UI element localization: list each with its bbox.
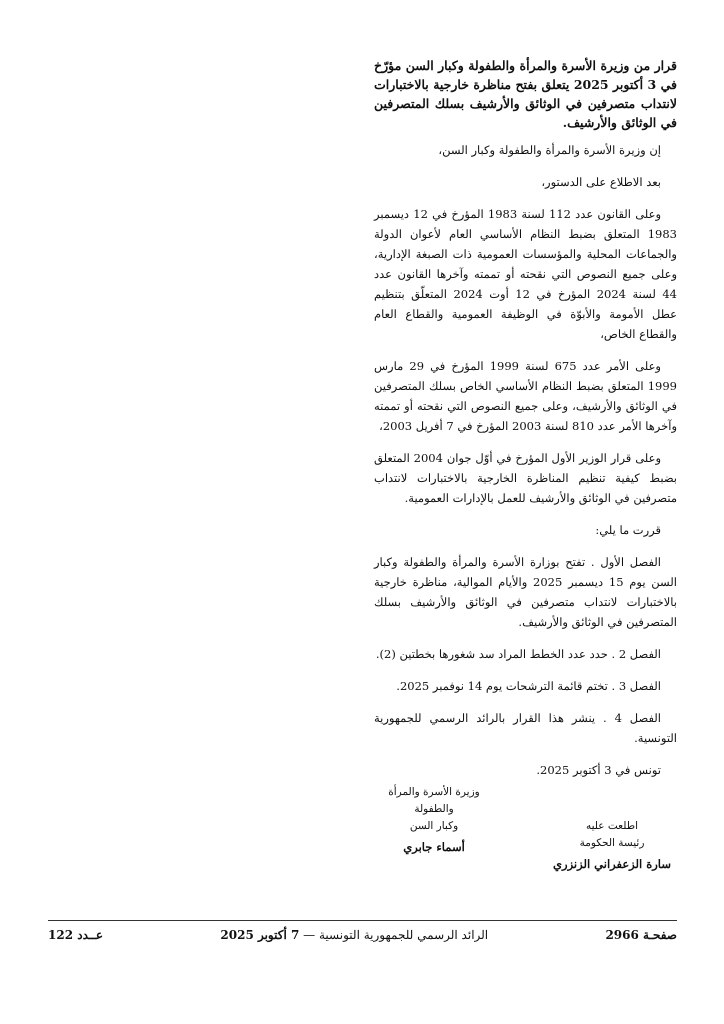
minister-title-line2: وكبار السن [409, 820, 459, 832]
paragraph-constitution: بعد الاطلاع على الدستور، [541, 175, 661, 189]
signatures [374, 784, 677, 884]
article-1: الفصل الأول . تفتح بوزارة الأسرة والمرأة والطفولة وكبار السن يوم 15 ديسمبر 2025 والأيام الموالية، مناظرة خارجية بالاختبارات لانتداب متصرفين في الوثائق والأرشيف بسلك المتصرفين في الوثائق والأرشيف. [374, 555, 677, 629]
head-of-government-title: رئيسة الحكومة [579, 837, 645, 849]
minister-name: أسماء جابري [403, 840, 465, 854]
minister-signature [374, 784, 494, 857]
article-2: الفصل 2 . حدد عدد الخطط المراد سد شغورها بخطتين (2). [375, 647, 661, 661]
footer-divider [48, 920, 677, 921]
place-date: تونس في 3 أكتوبر 2025. [536, 763, 661, 777]
seen-label: اطلعت عليه [585, 820, 638, 832]
paragraph-preamble: إن وزيرة الأسرة والمرأة والطفولة وكبار السن، [438, 143, 661, 157]
journal-reference [220, 928, 488, 942]
paragraph-law-1983: وعلى القانون عدد 112 لسنة 1983 المؤرخ في 12 ديسمبر 1983 المتعلق بضبط النظام الأساسي العام لأعوان الدولة والجماعات المحلية والمؤسسات العمومية ذات الصبغة الإدارية، وعلى جميع النصوص التي نقحته أو تممته وآخرها القانون عدد 44 لسنة 2024 المؤرخ في 12 أوت 2024 المتعلّق بتنظيم عطل الأمومة والأبوّة في الوظيفة العمومية والقطاع العام والقطاع الخاص، [374, 207, 677, 341]
issue-date: 7 أكتوبر 2025 [220, 928, 300, 942]
paragraph-pm-decision-2004: وعلى قرار الوزير الأول المؤرخ في أوّل جوان 2004 المتعلق بضبط كيفية تنظيم المناظرة الخارجية بالاختبارات لانتداب متصرفين في الوثائق والأرشيف للعمل بالإدارات العمومية. [374, 451, 677, 505]
page-number: صفحـة 2966 [605, 928, 677, 942]
journal-name: الرائد الرسمي للجمهورية التونسية — [303, 928, 489, 942]
article-3: الفصل 3 . تختم قائمة الترشحات يوم 14 نوفمبر 2025. [396, 679, 661, 693]
head-of-government-signature [547, 818, 677, 874]
decree-title: قرار من وزيرة الأسرة والمرأة والطفولة وكبار السن مؤرّخ في 3 أكتوبر 2025 يتعلق بفتح مناظرة خارجية بالاختبارات لانتداب متصرفين في الوثائق والأرشيف بسلك المتصرفين في الوثائق والأرشيف. [374, 58, 678, 130]
issue-number: عــدد 122 [48, 928, 104, 942]
minister-title-line1: وزيرة الأسرة والمرأة والطفولة [388, 786, 480, 815]
article-4: الفصل 4 . ينشر هذا القرار بالرائد الرسمي للجمهورية التونسية. [374, 711, 677, 745]
page-footer [48, 928, 677, 942]
paragraph-decided: قررت ما يلي: [595, 523, 661, 537]
head-of-government-name: سارة الزعفراني الزنزري [553, 857, 671, 871]
paragraph-order-1999: وعلى الأمر عدد 675 لسنة 1999 المؤرخ في 29 مارس 1999 المتعلق بضبط النظام الأساسي الخاص بسلك المتصرفين في الوثائق والأرشيف، وعلى جميع النصوص التي نقحته أو تممته وآخرها الأمر عدد 810 لسنة 2003 المؤرخ في 7 أفريل 2003، [374, 359, 677, 433]
decree-column [374, 56, 677, 884]
